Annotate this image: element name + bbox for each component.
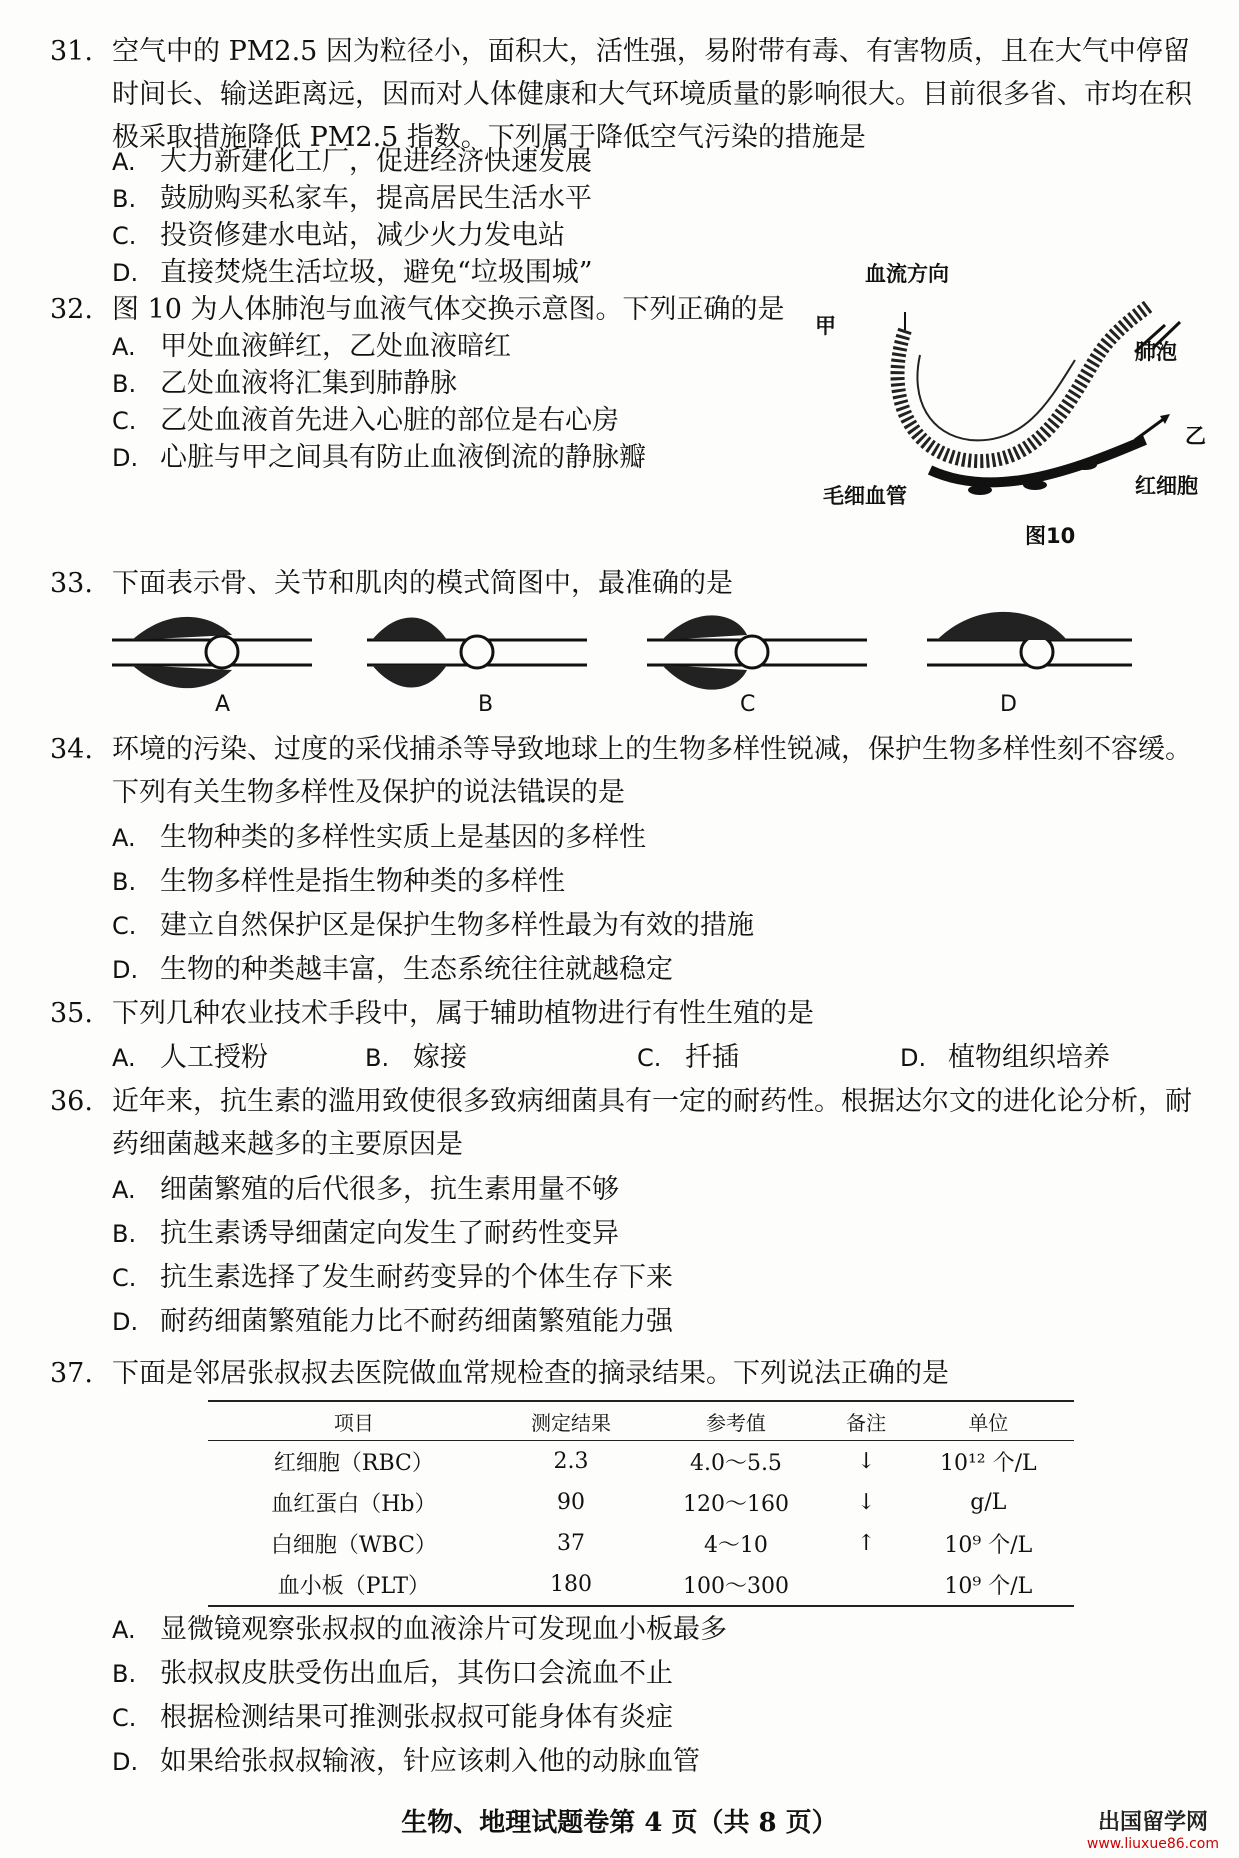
option-c: C. 扦插: [637, 1042, 739, 1073]
option-c: C. 建立自然保护区是保护生物多样性最为有效的措施: [112, 910, 754, 941]
figure-caption: 图10: [1025, 524, 1076, 548]
blood-test-table: [208, 1400, 1074, 1607]
watermark-url: www.liuxue86.com: [1086, 1836, 1219, 1852]
option-a: A. 甲处血液鲜红，乙处血液暗红: [112, 331, 511, 362]
question-number: 36.: [50, 1086, 93, 1117]
option-b: B. 抗生素诱导细菌定向发生了耐药性变异: [112, 1218, 619, 1249]
option-a: A. 显微镜观察张叔叔的血液涂片可发现血小板最多: [112, 1614, 727, 1645]
option-a: A. 人工授粉: [112, 1042, 268, 1073]
bone-joint-muscle-diagrams: [112, 605, 1132, 715]
emphasized-word: 错误: [517, 777, 571, 808]
question-number: 34.: [50, 734, 93, 765]
question-number: 32.: [50, 294, 93, 325]
diagram-label-b: B: [478, 692, 494, 717]
option-a: A. 细菌繁殖的后代很多，抗生素用量不够: [112, 1174, 619, 1205]
question-stem: 近年来，抗生素的滥用致使很多致病细菌具有一定的耐药性。根据达尔文的进化论分析，耐药细菌越来越多的主要原因是: [112, 1086, 1192, 1160]
option-c: C. 抗生素选择了发生耐药变异的个体生存下来: [112, 1262, 673, 1293]
option-c: C. 根据检测结果可推测张叔叔可能身体有炎症: [112, 1702, 673, 1733]
option-b: B. 生物多样性是指生物种类的多样性: [112, 866, 565, 897]
table-row: 血小板（PLT） 180 100～300 10⁹ 个/L: [208, 1564, 1074, 1606]
column-header: 单位: [903, 1401, 1074, 1441]
option-c: C. 乙处血液首先进入心脏的部位是右心房: [112, 405, 619, 436]
option-b: B. 乙处血液将汇集到肺静脉: [112, 368, 457, 399]
option-b: B. 鼓励购买私家车，提高居民生活水平: [112, 183, 592, 214]
question-stem: 下列几种农业技术手段中，属于辅助植物进行有性生殖的是: [112, 998, 814, 1029]
watermark-name: 出国留学网: [1097, 1810, 1208, 1835]
column-header: 备注: [830, 1401, 903, 1441]
column-header: 测定结果: [500, 1401, 642, 1441]
question-number: 33.: [50, 568, 93, 599]
jia-label: 甲: [815, 314, 836, 338]
table-header-row: [208, 1401, 1074, 1441]
question-number: 37.: [50, 1358, 93, 1389]
option-c: C. 投资修建水电站，减少火力发电站: [112, 220, 565, 251]
watermark: [1087, 1805, 1219, 1852]
question-stem: 空气中的 PM2.5 因为粒径小，面积大，活性强，易附带有毒、有害物质，且在大气中停留时间长、输送距离远，因而对人体健康和大气环境质量的影响很大。目前很多省、市均在积极采取措施降低 PM2.5 指数。下列属于降低空气污染的措施是: [112, 36, 1192, 153]
diagram-label-a: A: [215, 692, 231, 717]
diagram-label-d: D: [1000, 692, 1017, 717]
question-stem: 图 10 为人体肺泡与血液气体交换示意图。下列正确的是: [112, 294, 785, 325]
question-stem: 下面表示骨、关节和肌肉的模式简图中，最准确的是: [112, 568, 733, 599]
diagram-c: [647, 615, 867, 689]
table-row: 红细胞（RBC） 2.3 4.0～5.5 ↓ 10¹² 个/L: [273, 1449, 1037, 1476]
diagram-d: [927, 612, 1132, 668]
blood-flow-label: 血流方向: [865, 262, 949, 286]
diagram-label-c: C: [740, 692, 756, 717]
option-a: A. 大力新建化工厂，促进经济快速发展: [112, 146, 592, 177]
option-d: D. 植物组织培养: [900, 1042, 1110, 1073]
yi-label: 乙: [1185, 424, 1206, 448]
question-number: 31.: [50, 36, 93, 67]
option-d: D. 直接焚烧生活垃圾，避免“垃圾围城”: [112, 257, 593, 288]
figure-10-alveolus-diagram: [815, 262, 1220, 548]
capillary-label: 毛细血管: [823, 484, 907, 508]
page-footer: 生物、地理试题卷第 4 页（共 8 页）: [401, 1808, 838, 1838]
table-row: 白细胞（WBC） 37 4～10 ↑ 10⁹ 个/L: [270, 1531, 1033, 1558]
table-row: 血红蛋白（Hb） 90 120～160 ↓ g/L: [271, 1490, 1007, 1517]
diagram-b: [367, 618, 587, 688]
option-a: A. 生物种类的多样性实质上是基因的多样性: [112, 822, 646, 853]
question-number: 35.: [50, 998, 93, 1029]
diagram-a: [112, 617, 312, 688]
column-header: 参考值: [642, 1401, 830, 1441]
option-d: D. 心脏与甲之间具有防止血液倒流的静脉瓣: [112, 442, 646, 473]
question-stem: 下面是邻居张叔叔去医院做血常规检查的摘录结果。下列说法正确的是: [112, 1358, 949, 1389]
option-d: D. 耐药细菌繁殖能力比不耐药细菌繁殖能力强: [112, 1306, 673, 1337]
alveolus-label: 肺泡: [1135, 340, 1177, 364]
option-b: B. 嫁接: [365, 1042, 467, 1073]
question-stem: 环境的污染、过度的采伐捕杀等导致地球上的生物多样性锐减，保护生物多样性刻不容缓。下列有关生物多样性及保护的说法错误的是: [112, 734, 1192, 808]
option-b: B. 张叔叔皮肤受伤出血后，其伤口会流血不止: [112, 1658, 673, 1689]
option-d: D. 生物的种类越丰富，生态系统往往就越稳定: [112, 954, 673, 985]
rbc-label: 红细胞: [1135, 474, 1198, 498]
option-d: D. 如果给张叔叔输液，针应该刺入他的动脉血管: [112, 1746, 700, 1777]
column-header: 项目: [208, 1401, 500, 1441]
